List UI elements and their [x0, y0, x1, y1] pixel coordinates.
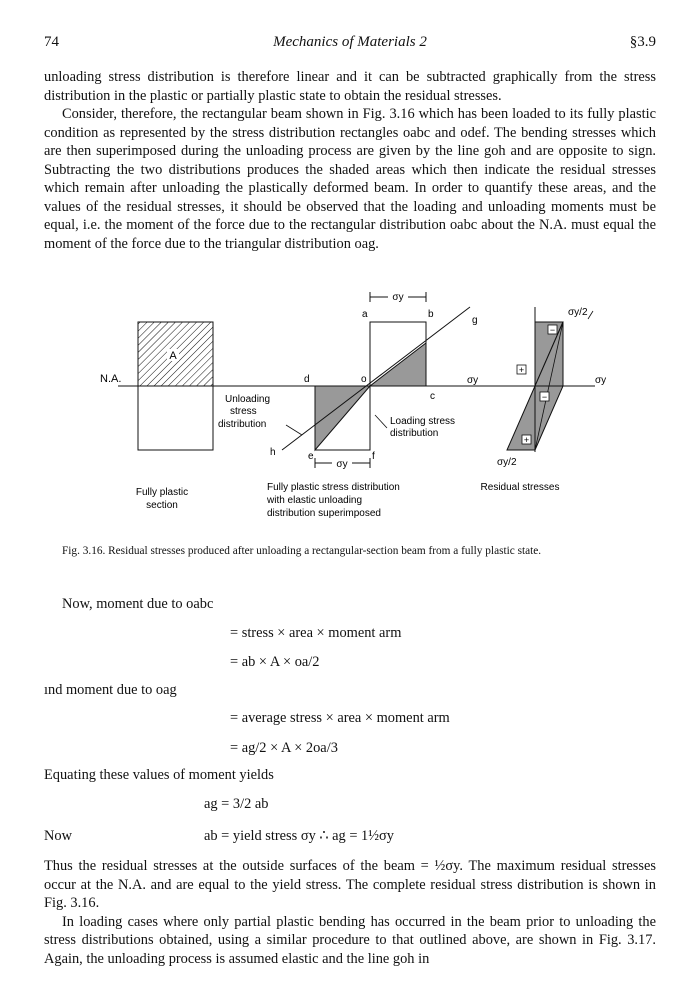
minus-sign-top: − — [549, 325, 556, 335]
closing-paragraph-2: In loading cases where only partial plastic bending has occurred in the beam prior to unloading the stress distributions obtained, using a similar procedure to that outlined above, are shown in Fig. 3.17. Again, the unloading process is assumed elastic and the line goh in — [44, 913, 656, 967]
figure-caption: Fig. 3.16. Residual stresses produced after unloading a rectangular-section beam from a fully plastic state. — [62, 545, 542, 557]
plus-sign-bottom: + — [523, 435, 530, 445]
caption-section-1: Fully plastic — [135, 487, 189, 498]
loading-label-1: Loading stress — [390, 416, 456, 427]
point-h: h — [270, 447, 276, 458]
paragraph-2: Consider, therefore, the rectangular beam shown in Fig. 3.16 which has been loaded to its fully plastic condition as represented by the stress distribution rectangles oabc and odef. The bending stresses which are then superimposed during the unloading process are given by the line goh and are opposite to sign. Subtracting the two distributions produces the shaded areas which then indicate the residual stresses which remain after unloading the plastically deformed beam. In order to quantify these areas, and the values of the residual stresses, it should be observed that the loading and unloading moments must be equal, i.e. the moment of the force due to the rectangular distribution oabc about the N.A. must equal the moment of the force due to the triangular distribution oag. — [44, 106, 656, 252]
point-f: f — [372, 451, 375, 462]
equating-line: Equating these values of moment yields — [44, 767, 274, 783]
caption-mid-1: Fully plastic stress distribution — [267, 482, 400, 493]
caption-section-2: section — [146, 500, 178, 511]
equation-4: = ag/2 × A × 2oa/3 — [230, 740, 338, 756]
area-label: A — [169, 350, 177, 362]
na-label: N.A. — [100, 373, 122, 385]
page-header — [44, 34, 656, 54]
sigma-y-top: σy — [392, 292, 404, 303]
point-e: e — [308, 451, 314, 462]
paragraph-1: unloading stress distribution is therefore linear and it can be subtracted graphically from the stress distribution in the plastic or partially plastic state to obtain the residual stresses. — [44, 69, 656, 104]
plus-sign-top: + — [518, 365, 525, 375]
residual-sigma-half-bottom: σy/2 — [497, 457, 517, 468]
figure-3-16 — [90, 287, 650, 537]
equation-2: = ab × A × oa/2 — [230, 654, 320, 670]
residual-sigma-half-top: σy/2 — [568, 307, 588, 318]
and-moment-line: ınd moment due to oag — [44, 682, 177, 698]
closing-paragraph-1: Thus the residual stresses at the outside surfaces of the beam = ½σy. The maximum residual stresses occur at the N.A. and are equal to the yield stress. The complete residual stress distribution is shown in Fig. 3.16. — [44, 858, 656, 911]
point-o: o — [361, 374, 367, 385]
caption-mid-3: distribution superimposed — [267, 508, 381, 519]
unloading-label-1: Unloading — [225, 394, 271, 405]
unloading-label-3: distribution — [218, 419, 267, 430]
point-b: b — [428, 309, 434, 320]
point-c: c — [430, 391, 435, 402]
intro-text — [44, 68, 656, 253]
unloading-label-2: stress — [230, 406, 257, 417]
point-d: d — [304, 374, 310, 385]
equation-5: ag = 3/2 ab — [204, 796, 269, 812]
caption-mid-2: with elastic unloading — [267, 495, 363, 506]
page-number: 74 — [44, 34, 59, 50]
point-a: a — [362, 309, 368, 320]
now-label: Now — [44, 828, 72, 844]
loading-label-2: distribution — [390, 428, 439, 439]
minus-sign-bottom: − — [541, 392, 548, 402]
residual-sigma-y-right: σy — [595, 375, 607, 386]
section-number: §3.9 — [629, 34, 656, 50]
closing-text — [44, 857, 656, 968]
caption-residual: Residual stresses — [480, 482, 560, 493]
stress-diagram — [90, 287, 650, 537]
residual-sigma-y-left: σy — [467, 375, 479, 386]
now-moment-line: Now, moment due to oabc — [62, 596, 214, 612]
equation-3: = average stress × area × moment arm — [230, 710, 450, 726]
equation-1: = stress × area × moment arm — [230, 625, 402, 641]
equation-6: ab = yield stress σy ∴ ag = 1½σy — [204, 828, 394, 844]
running-title: Mechanics of Materials 2 — [273, 34, 427, 50]
sigma-y-bottom: σy — [336, 459, 348, 470]
point-g: g — [472, 315, 478, 326]
